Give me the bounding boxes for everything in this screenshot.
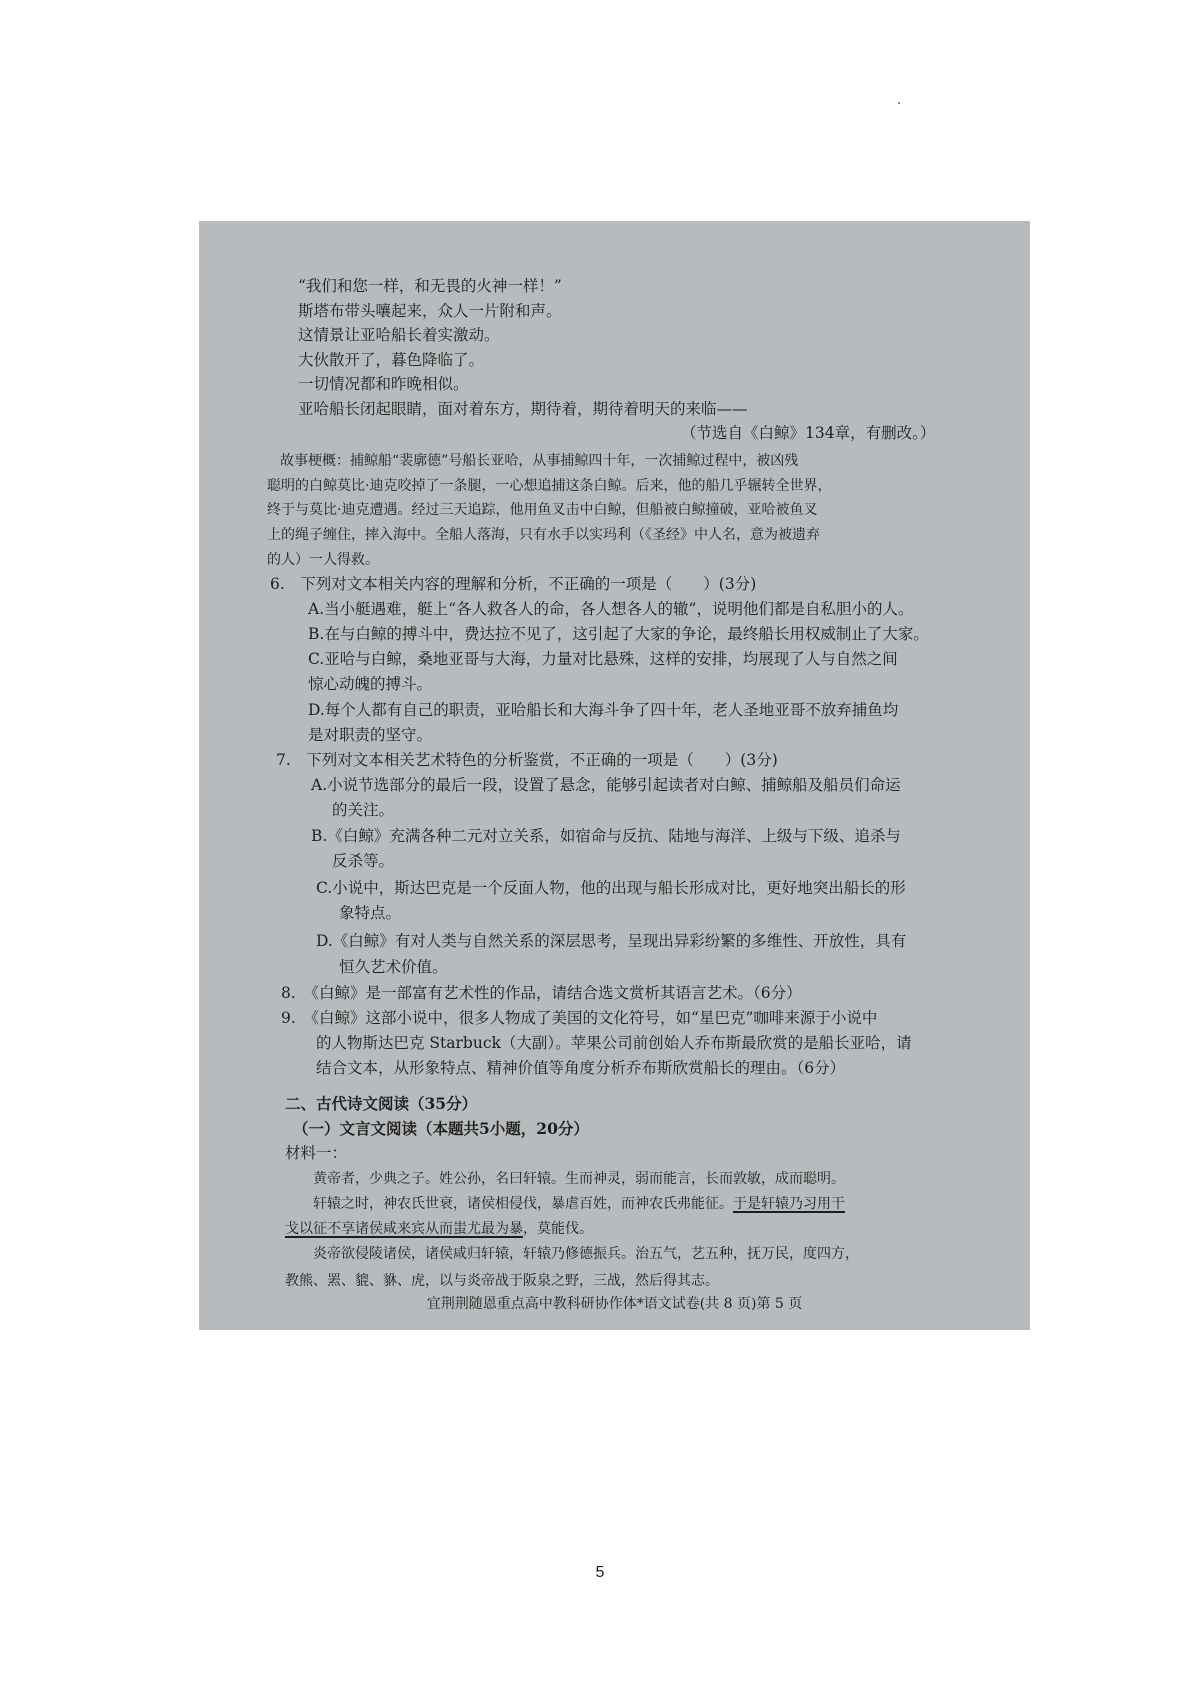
text-line: 这情景让亚哈船长着实激动。 <box>298 326 500 344</box>
question-6: 6. 下列对文本相关内容的理解和分析，不正确的一项是（ ）(3分) <box>270 575 757 593</box>
text-line: 斯塔布带头嚷起来，众人一片附和声。 <box>298 302 562 320</box>
option-line: 恒久艺术价值。 <box>339 958 448 976</box>
summary-line: 故事梗概：捕鲸船“裴廓德”号船长亚哈，从事捕鲸四十年，一次捕鲸过程中，被凶残 <box>280 453 799 469</box>
classical-text-line: 炎帝欲侵陵诸侯，诸侯咸归轩辕，轩辕乃修德振兵。治五气，艺五种，抚万民，度四方， <box>313 1246 859 1262</box>
text-line: 一切情况都和昨晚相似。 <box>298 375 469 393</box>
option-line: 是对职责的坚守。 <box>308 726 433 744</box>
subsection-heading: （一）文言文阅读（本题共5小题，20分） <box>293 1119 589 1138</box>
option-line: B.《白鲸》充满各种二元对立关系，如宿命与反抗、陆地与海洋、上级与下级、追杀与 <box>311 827 901 845</box>
text-line: “我们和您一样，和无畏的火神一样！” <box>298 277 562 295</box>
question-9-line: 结合文本，从形象特点、精神价值等角度分析乔布斯欣赏船长的理由。（6分） <box>316 1059 846 1077</box>
option-line: C.亚哈与白鲸，桑地亚哥与大海，力量对比悬殊，这样的安排，均展现了人与自然之间 <box>308 650 898 668</box>
option-line: 惊心动魄的搏斗。 <box>308 675 433 693</box>
option-line: 反杀等。 <box>332 852 395 870</box>
classical-text-line: 黄帝者，少典之子。姓公孙，名曰轩辕。生而神灵，弱而能言，长而敦敏，成而聪明。 <box>313 1171 845 1187</box>
source-note: （节选自《白鲸》134章，有删改。） <box>681 424 936 442</box>
scan-dust-dot <box>898 102 900 104</box>
classical-text-line <box>313 1194 845 1214</box>
section-heading: 二、古代诗文阅读（35分） <box>285 1094 478 1113</box>
text-line: 大伙散开了，暮色降临了。 <box>298 351 485 369</box>
scanned-exam-page <box>199 221 1030 1330</box>
option-line: A.当小艇遇难，艇上“各人救各人的命，各人想各人的辙”，说明他们都是自私胆小的人。 <box>308 600 914 618</box>
text-line: 亚哈船长闭起眼睛，面对着东方，期待着，期待着明天的来临—— <box>298 400 748 418</box>
option-line: C.小说中，斯达巴克是一个反面人物，他的出现与船长形成对比，更好地突出船长的形 <box>316 879 906 897</box>
question-8: 8. 《白鲸》是一部富有艺术性的作品，请结合选文赏析其语言艺术。（6分） <box>281 984 802 1002</box>
option-line: B.在与白鲸的搏斗中，费达拉不见了，这引起了大家的争论，最终船长用权威制止了大家。 <box>308 625 929 643</box>
question-7: 7. 下列对文本相关艺术特色的分析鉴赏，不正确的一项是（ ）(3分) <box>276 751 778 769</box>
classical-text-segment: ，莫能伐。 <box>523 1221 593 1237</box>
underlined-text: 于是轩辕乃习用干 <box>733 1196 845 1212</box>
material-label: 材料一： <box>285 1144 348 1162</box>
page-number: 5 <box>595 1564 605 1581</box>
option-line: 象特点。 <box>339 904 402 922</box>
option-line: D.《白鲸》有对人类与自然关系的深层思考，呈现出异彩纷繁的多维性、开放性，具有 <box>316 932 907 950</box>
summary-line: 终于与莫比·迪克遭遇。经过三天追踪，他用鱼叉击中白鲸，但船被白鲸撞破，亚哈被鱼叉 <box>267 502 818 518</box>
option-line: A.小说节选部分的最后一段，设置了悬念，能够引起读者对白鲸、捕鲸船及船员们命运 <box>311 776 901 794</box>
classical-text-line: 教熊、罴、貔、貅、虎，以与炎帝战于阪泉之野，三战，然后得其志。 <box>285 1273 719 1289</box>
classical-text-segment: 轩辕之时，神农氏世衰，诸侯相侵伐，暴虐百姓，而神农氏弗能征。 <box>313 1196 733 1212</box>
question-9: 9. 《白鲸》这部小说中，很多人物成了美国的文化符号，如“星巴克”咖啡来源于小说中 <box>281 1009 878 1027</box>
option-line: D.每个人都有自己的职责，亚哈船长和大海斗争了四十年，老人圣地亚哥不放弃捕鱼均 <box>308 701 899 719</box>
classical-text-line <box>285 1219 593 1239</box>
option-line: 的关注。 <box>332 801 395 819</box>
underlined-text: 戈以征不享诸侯咸来宾从而蚩尤最为暴 <box>285 1221 523 1237</box>
summary-line: 的人）一人得救。 <box>267 552 379 568</box>
summary-line: 聪明的白鲸莫比·迪克咬掉了一条腿，一心想追捕这条白鲸。后来，他的船几乎辗转全世界， <box>267 478 832 494</box>
question-9-line: 的人物斯达巴克 Starbuck（大副）。苹果公司前创始人乔布斯最欣赏的是船长亚哈，请 <box>316 1034 912 1052</box>
summary-line: 上的绳子缠住，摔入海中。全船人落海，只有水手以实玛利（《圣经》中人名，意为被遗弃 <box>267 527 820 543</box>
exam-footer: 宜荆荆随恩重点高中教科研协作体*语文试卷(共 8 页)第 5 页 <box>426 1296 803 1312</box>
